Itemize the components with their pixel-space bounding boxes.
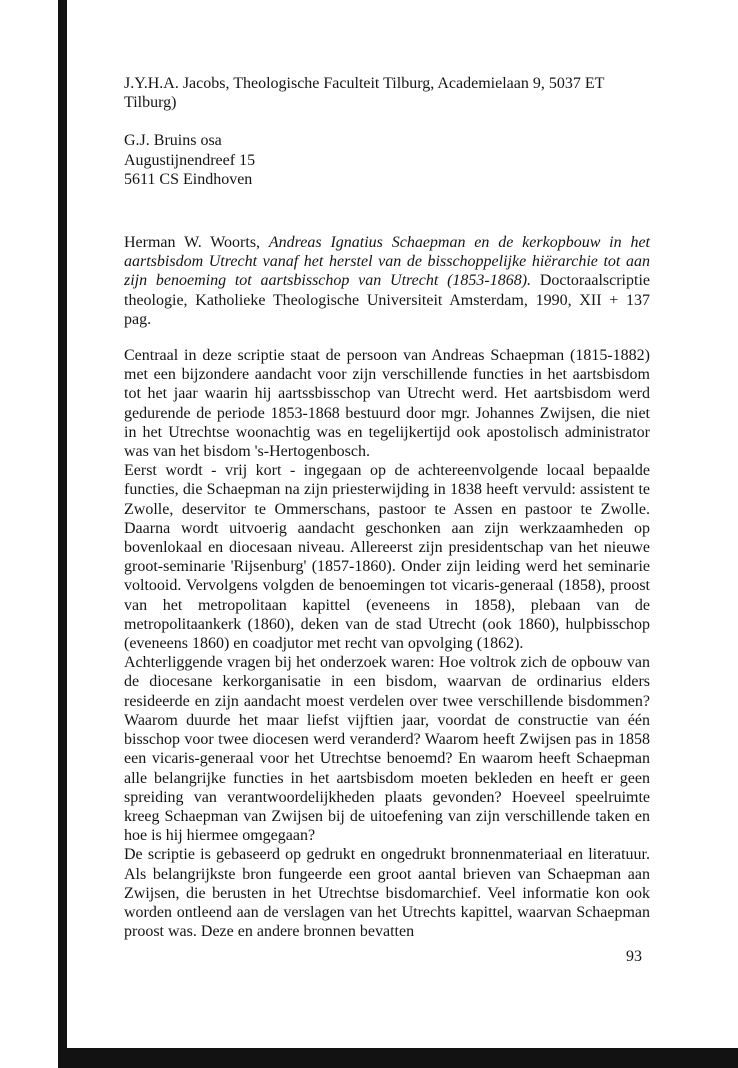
review-citation <box>124 233 650 329</box>
body-paragraph: De scriptie is gebaseerd op gedrukt en ongedrukt bronnenmateriaal en literatuur. Als belangrijkste bron fungeerde een groot aantal brieven van Schaepman aan Zwijsen, die berusten in het Utrechtse bisdomarchief. Veel informatie kon ook worden ontleend aan de verslagen van het Utrechts kapittel, waarvan Schaepman proost was. Deze en andere bronnen bevatten <box>124 846 650 941</box>
spacer <box>124 112 650 131</box>
address-line: 5611 CS Eindhoven <box>124 170 253 188</box>
citation-details: Doctoraalscriptie theologie, Katholieke Theologische Universiteit Amsterdam, 1990, XII + 137 pag. <box>124 272 650 328</box>
scan-edge-bottom <box>58 1048 738 1068</box>
citation-author: Herman W. Woorts, <box>124 234 269 252</box>
document-page <box>124 74 650 941</box>
body-paragraph: Eerst wordt - vrij kort - ingegaan op de achtereenvolgende locaal bepaalde functies, die Schaepman na zijn priesterwijding in 1838 heeft vervuld: assistent te Zwolle, deservitor te Ommerschans, pastoor te Assen en pastoor te Zwolle. Daarna wordt uitvoerig aandacht geschonken aan zijn werkzaamheden op bovenlokaal en diocesaan niveau. Allereerst zijn presidentschap van het nieuwe groot-seminarie 'Rijsenburg' (1857-1860). Onder zijn leiding werd het seminarie voltooid. Vervolgens volgden de benoemingen tot vicaris-generaal (1858), proost van het metropolitaan kapittel (eveneens in 1858), plebaan van de metropolitaankerk (1860), deken van de stad Utrecht (ook 1860), hulpbisschop (eveneens 1860) en coadjutor met recht van opvolging (1862). <box>124 462 650 653</box>
scan-edge-left <box>58 0 67 1068</box>
page-number: 93 <box>626 948 642 965</box>
address-line: Augustijnendreef 15 <box>124 151 256 169</box>
address-line: G.J. Bruins osa <box>124 132 222 150</box>
body-paragraph: Achterliggende vragen bij het onderzoek waren: Hoe voltrok zich de opbouw van de diocesane kerkorganisatie in een bisdom, waarvan de ordinarius elders resideerde en zijn aandacht moest verdelen over twee verschillende bisdommen? Waarom duurde het maar liefst vijftien jaar, voordat de constructie van één bisschop voor twee diocesen werd veranderd? Waarom heeft Zwijsen pas in 1858 een vicaris-generaal voor het Utrechtse benoemd? En waarom heeft Schaepman alle belangrijke functies in het aartsbisdom moeten bekleden en heeft er geen spreiding van verantwoordelijkheden plaats gevonden? Hoeveel speelruimte kreeg Schaepman van Zwijsen bij de uitoefening van zijn verschillende taken en hoe is hij hiermee omgegaan? <box>124 654 650 845</box>
spacer <box>124 189 650 233</box>
reviewer-address <box>124 131 650 189</box>
author-affiliation: J.Y.H.A. Jacobs, Theologische Faculteit Tilburg, Academielaan 9, 5037 ET Tilburg) <box>124 75 605 112</box>
body-paragraph: Centraal in deze scriptie staat de persoon van Andreas Schaepman (1815-1882) met een bijzondere aandacht voor zijn verschillende functies in het aartsbisdom tot het jaar waarin hij aartssbisschop van Utrecht werd. Het aartsbisdom werd gedurende de periode 1853-1868 bestuurd door mgr. Johannes Zwijsen, die niet in het Utrechtse woonachtig was en tegelijkertijd ook apostolisch administrator was van het bisdom 's-Hertogenbosch. <box>124 347 650 461</box>
spacer <box>124 329 650 346</box>
review-body <box>124 346 650 941</box>
citation-title: Andreas Ignatius Schaepman en de kerkopbouw in het aartsbisdom Utrecht vanaf het herstel van de bisschoppelijke hiërarchie tot aan zijn benoeming tot aartsbisschop van Utrecht (1853-1868). <box>124 234 651 290</box>
